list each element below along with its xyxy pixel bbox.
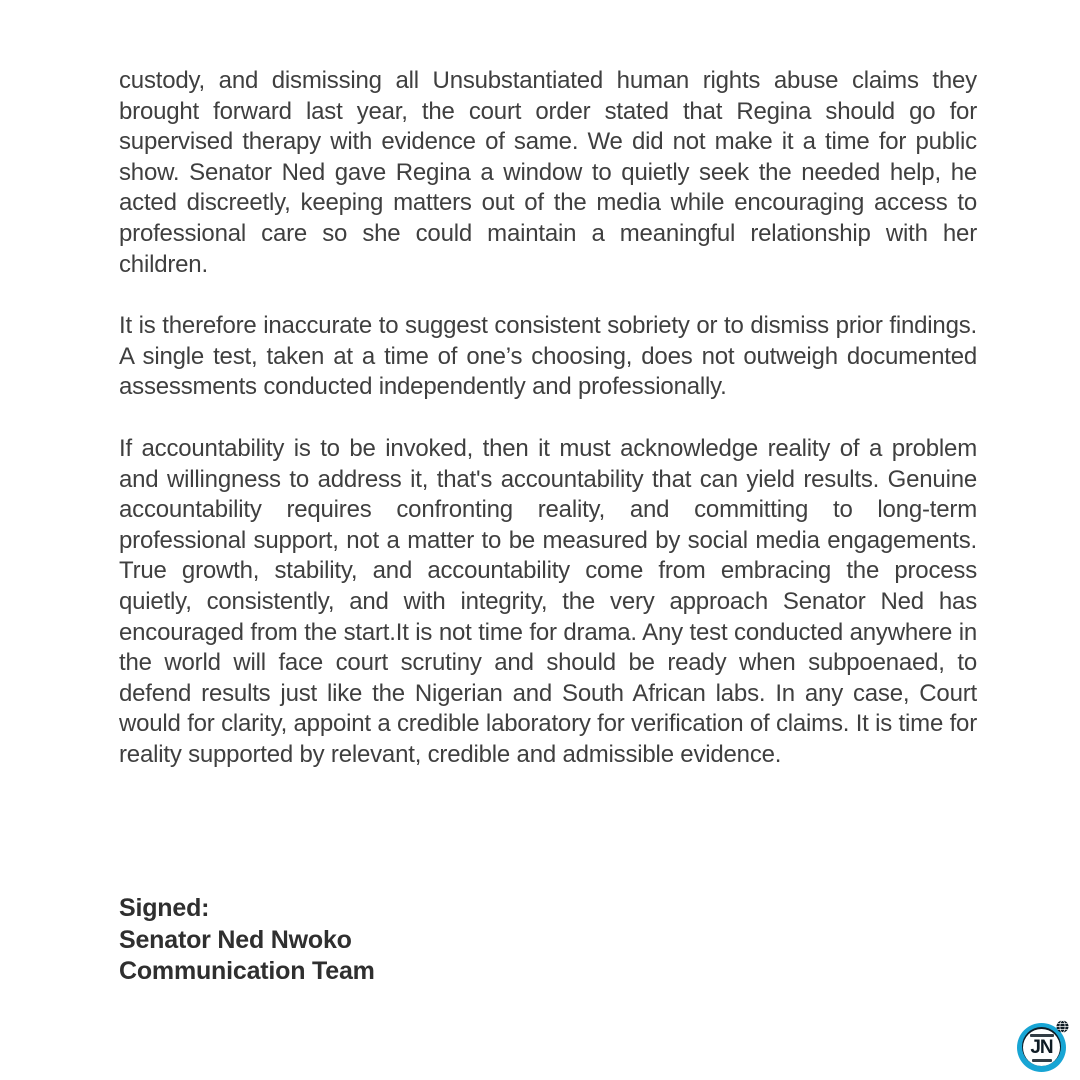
logo-microtext-top	[1030, 1034, 1054, 1037]
signature-name: Senator Ned Nwoko	[119, 925, 352, 954]
globe-icon	[1056, 1020, 1069, 1033]
signature-block	[119, 893, 375, 988]
logo-inner-circle	[1023, 1029, 1060, 1066]
signature-label: Signed:	[119, 894, 210, 922]
statement-paragraph-2: It is therefore inaccurate to suggest consistent sobriety or to dismiss prior findings. A single test, taken at a time of one’s choosing, does not outweigh documented assessments conducted independently and professionally.	[119, 312, 977, 401]
signature-team: Communication Team	[119, 957, 375, 985]
statement-paragraph-3: If accountability is to be invoked, then it must acknowledge reality of a problem and willingness to address it, that's accountability that can yield results. Genuine accountability requires confronting reality, and committing to long-term professional support, not a matter to be measured by social media engagements. True growth, stability, and accountability come from embracing the process quietly, consistently, and with integrity, the very approach Senator Ned has encouraged from the start.It is not time for drama. Any test conducted anywhere in the world will face court scrutiny and should be ready when subpoenaed, to defend results just like the Nigerian and South African labs. In any case, Court would for clarity, appoint a credible laboratory for verification of claims. It is time for reality supported by relevant, credible and admissible evidence.	[119, 434, 977, 768]
logo-microtext-bottom	[1032, 1059, 1052, 1062]
statement-body	[119, 66, 977, 801]
logo-monogram: JN	[1030, 1036, 1053, 1058]
watermark-logo	[1017, 1020, 1069, 1072]
statement-paragraph-1: custody, and dismissing all Unsubstantiated human rights abuse claims they brought forward last year, the court order stated that Regina should go for supervised therapy with evidence of same. We did not make it a time for public show. Senator Ned gave Regina a window to quietly seek the needed help, he acted discreetly, keeping matters out of the media while encouraging access to professional care so she could maintain a meaningful relationship with her children.	[119, 67, 977, 278]
